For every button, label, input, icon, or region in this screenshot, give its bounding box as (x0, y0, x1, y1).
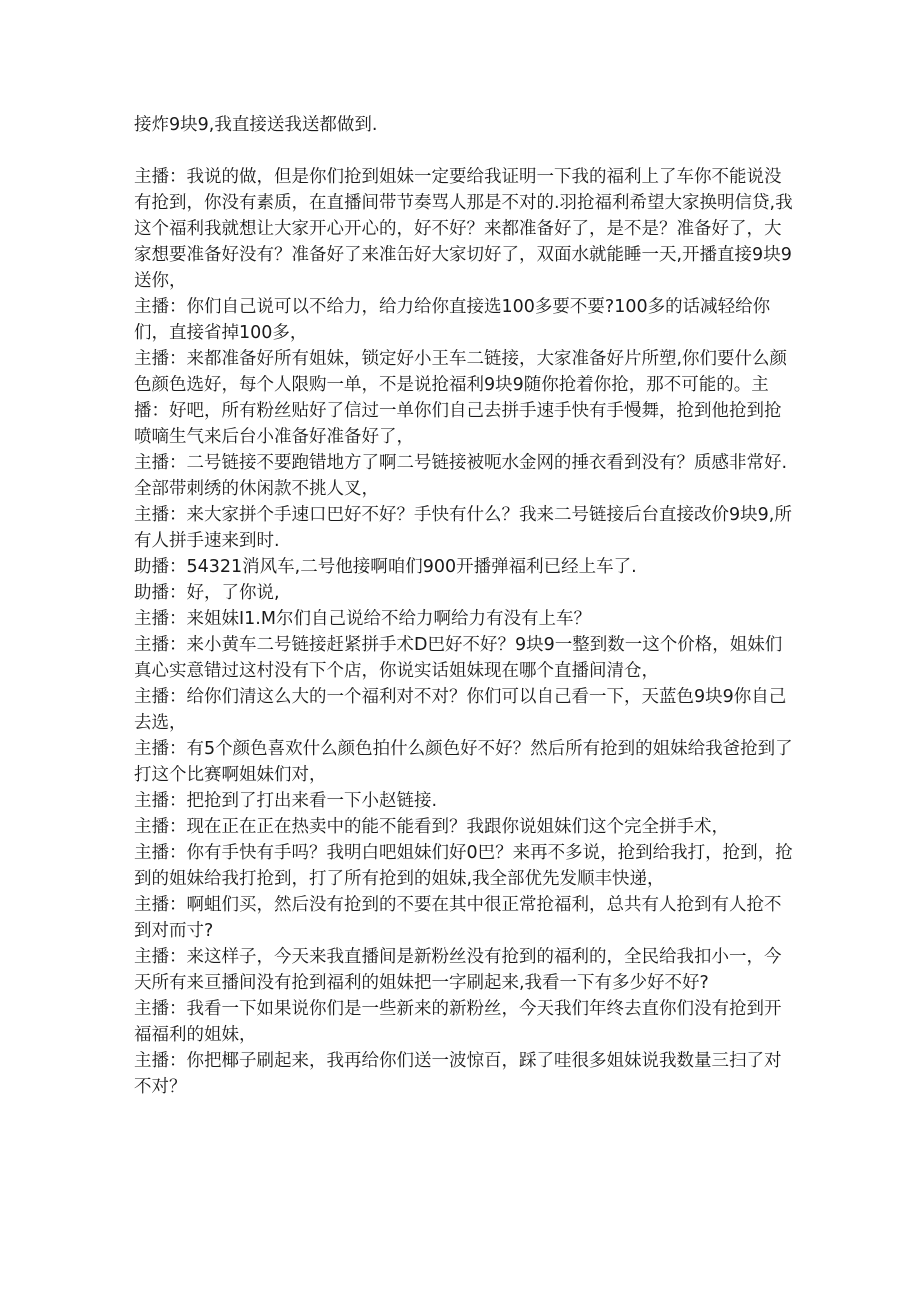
transcript-paragraph: 助播：54321消风车,二号他接啊咱们900开播弹福利已经上车了. (134, 557, 637, 577)
transcript-paragraph: 主播：我看一下如果说你们是一些新来的新粉丝，今天我们年终去直你们没有抢到开福福利的姐妹， (134, 999, 782, 1045)
transcript-paragraph: 主播：来小黄车二号链接赶紧拼手术D巴好不好？9块9一整到数一这个价格，姐妹们真心实意错过这村没有下个店，你说实话姐妹现在哪个直播间清仓， (134, 635, 783, 681)
transcript-paragraph: 主播：二号链接不要跑错地方了啊二号链接被呃水金网的捶衣看到没有？质感非常好.全部带刺绣的休闲款不挑人叉， (134, 453, 788, 499)
transcript-body (134, 112, 794, 1100)
transcript-paragraph: 主播：你们自己说可以不给力，给力给你直接选100多要不要?100多的话减轻给你们，直接省掉100多， (134, 297, 771, 343)
transcript-paragraph: 主播：我说的做，但是你们抢到姐妹一定要给我证明一下我的福利上了车你不能说没有抢到，你没有素质，在直播间带节奏骂人那是不对的.羽抢福利希望大家换明信贷,我这个福利我就想让大家开心开心的，好不好？来都准备好了，是不是？准备好了，大家想要准备好没有？准备好了来准缶好大家切好了，双面水就能睡一天,开播直接9块9送你， (134, 167, 793, 291)
transcript-paragraph: 助播：好，了你说, (134, 583, 280, 603)
transcript-paragraph: 主播：你有手快有手吗？我明白吧姐妹们好0巴？来再不多说，抢到给我打，抢到，抢到的姐妹给我打抢到，打了所有抢到的姐妹,我全部优先发顺丰快递， (134, 843, 793, 889)
transcript-paragraph: 主播：啊蛆们买，然后没有抢到的不要在其中很正常抢福利，总共有人抢到有人抢不到对而寸? (134, 895, 782, 941)
intro-line: 接炸9块9,我直接送我送都做到. (134, 115, 378, 135)
transcript-paragraph: 主播：来都准备好所有姐妹，锁定好小王车二链接，大家准备好片所塑,你们要什么颜色颜色选好，每个人限购一单，不是说抢福利9块9随你抢着你抢，那不可能的。主播：好吧，所有粉丝贴好了信过一单你们自己去拼手速手快有手慢舞，抢到他抢到抢喷嘀生气来后台小准备好准备好了， (134, 349, 788, 447)
transcript-paragraph: 主播：给你们清这么大的一个福利对不对？你们可以自己看一下，天蓝色9块9你自己去选， (134, 687, 787, 733)
transcript-paragraph: 主播：来姐妹I1.M尔们自己说给不给力啊给力有没有上车？ (134, 609, 591, 629)
transcript-paragraph: 主播：把抢到了打出来看一下小赵链接. (134, 791, 438, 811)
transcript-paragraph: 主播：你把椰子刷起来，我再给你们送一波惊百，踩了哇很多姐妹说我数量三扫了对不对？ (134, 1051, 782, 1097)
transcript-paragraph: 主播：有5个颜色喜欢什么颜色拍什么颜色好不好？然后所有抢到的姐妹给我爸抢到了打这个比赛啊姐妹们对， (134, 739, 793, 785)
transcript-paragraph: 主播：现在正在正在热卖中的能不能看到？我跟你说姐妹们这个完全拼手术， (134, 817, 729, 837)
transcript-paragraph: 主播：来这样子，今天来我直播间是新粉丝没有抢到的福利的，全民给我扣小一，今天所有来亘播间没有抢到福利的姐妹把一字刷起来,我看一下有多少好不好? (134, 947, 782, 993)
transcript-paragraph: 主播：来大家拼个手速口巴好不好？手快有什么？我来二号链接后台直接改价9块9,所有人拼手速来到时. (134, 505, 792, 551)
